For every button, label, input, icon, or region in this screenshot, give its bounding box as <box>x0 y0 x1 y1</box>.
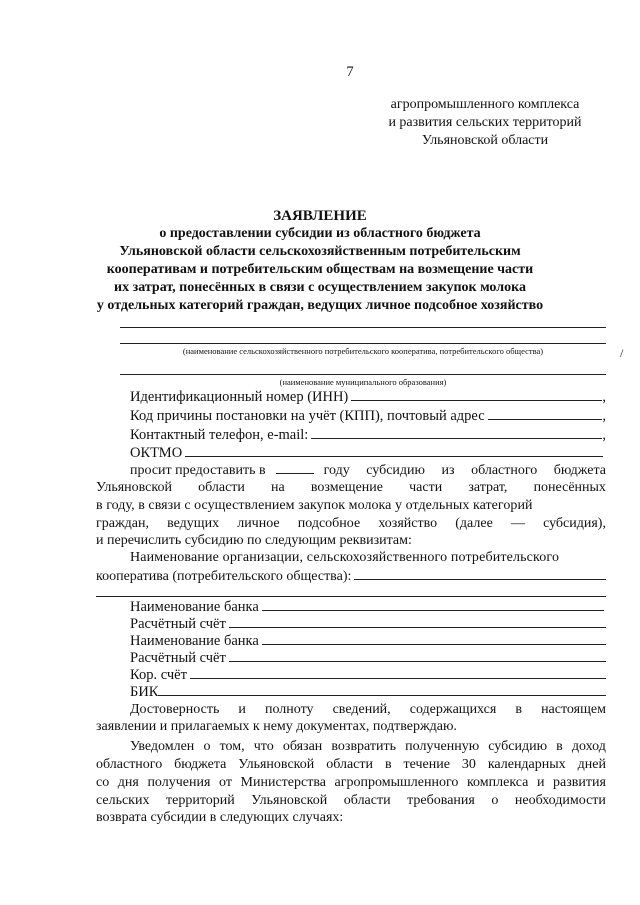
inn-blank[interactable] <box>351 387 602 401</box>
title-line: о предоставлении субсидии из областного бюджета <box>159 226 481 241</box>
word: Уведомлен <box>130 739 195 754</box>
word: возмещение <box>310 480 383 495</box>
word: обязан <box>282 739 323 754</box>
bank-name-blank[interactable] <box>262 597 604 611</box>
word: в <box>515 702 522 717</box>
word: (далее <box>455 516 493 531</box>
municipality-caption: (наименование муниципального образования) <box>279 377 447 387</box>
word: агропромышленного <box>334 775 459 790</box>
inn-label: Идентификационный номер (ИНН) <box>130 389 349 405</box>
word: полноту <box>264 702 314 717</box>
word: 30 <box>461 757 476 772</box>
word: областного <box>96 757 163 772</box>
notice-line-2 <box>96 756 606 773</box>
kpp-label: Код причины постановки на учёт (КПП), почтовый адрес <box>130 408 485 424</box>
notice-line-1 <box>130 738 606 755</box>
kpp-blank[interactable] <box>488 406 603 420</box>
document-title <box>80 207 560 315</box>
account-label: Расчётный счёт <box>130 650 226 666</box>
title-line: кооперативам и потребительским обществам на возмещение части <box>106 262 534 277</box>
word: части <box>409 480 443 495</box>
request-line-1 <box>130 461 606 479</box>
confirm-line-2: заявлении и прилагаемых к нему документах, подтверждаю. <box>96 719 457 734</box>
org-name-blank[interactable] <box>354 566 606 580</box>
word: необходимости <box>514 793 606 808</box>
confirm-line-1 <box>130 701 606 718</box>
account-blank[interactable] <box>229 614 606 628</box>
notice-line-3 <box>96 774 606 791</box>
word: бюджета <box>174 757 227 772</box>
inn-comma: , <box>602 389 606 405</box>
contact-field[interactable] <box>130 425 606 444</box>
word: и <box>536 775 545 790</box>
inn-field[interactable] <box>130 387 606 406</box>
bank-name-label: Наименование банка <box>130 633 259 649</box>
word: подсобное <box>297 516 361 531</box>
contact-label: Контактный телефон, e-mail: <box>130 427 309 443</box>
word: и <box>238 702 246 717</box>
word: дня <box>117 775 139 790</box>
word: комплекса <box>466 775 529 790</box>
request-line-4 <box>96 515 606 532</box>
org-name-field[interactable] <box>96 566 606 585</box>
word: граждан, <box>96 516 149 531</box>
title-line: их затрат, понесённых в связи с осуществлением закупок молока <box>114 280 526 295</box>
word: области <box>326 757 373 772</box>
year-blank[interactable] <box>276 461 314 474</box>
word: Ульяновской <box>96 480 172 495</box>
corr-account-blank[interactable] <box>190 665 606 679</box>
word: понесённых <box>533 480 606 495</box>
bank-name-blank[interactable] <box>262 631 606 645</box>
word: полученную <box>405 739 480 754</box>
word: настоящем <box>541 702 606 717</box>
word: области <box>198 480 245 495</box>
word: развития <box>553 775 606 790</box>
word: течение <box>403 757 450 772</box>
bik-label: БИК <box>130 684 159 700</box>
word: территорий <box>166 793 235 808</box>
word: в <box>556 739 563 754</box>
header-line: агропромышленного комплекса <box>390 97 580 112</box>
word: в <box>384 757 392 772</box>
request-line-3: в году, в связи с осуществлением закупок молока у отдельных категорий <box>96 498 533 513</box>
word: затрат, <box>468 480 508 495</box>
title-heading: ЗАЯВЛЕНИЕ <box>273 208 367 224</box>
word: Достоверность <box>130 702 220 717</box>
word: что <box>253 739 274 754</box>
word: Ульяновской <box>251 793 328 808</box>
municipality-line[interactable] <box>120 374 606 375</box>
word: области <box>343 793 391 808</box>
word: Ульяновской <box>238 757 315 772</box>
oktmo-field[interactable] <box>130 443 603 462</box>
word: субсидию <box>488 739 548 754</box>
word: — <box>510 516 525 531</box>
word: дней <box>577 757 606 772</box>
account-label: Расчётный счёт <box>130 616 226 632</box>
org-name-label: кооператива (потребительского общества): <box>96 569 352 584</box>
bank-name-label: Наименование банка <box>130 599 259 615</box>
header-block <box>370 96 600 150</box>
word: содержащихся <box>409 702 497 717</box>
word: календарных <box>487 757 566 772</box>
notice-line-5: возврата субсидии в следующих случаях: <box>96 810 344 825</box>
org-name-line[interactable] <box>120 327 606 328</box>
word: сельских <box>96 793 150 808</box>
corr-account-label: Кор. счёт <box>130 667 187 683</box>
word: требования <box>407 793 475 808</box>
page-number: 7 <box>346 64 354 80</box>
word: со <box>96 775 110 790</box>
word: хозяйство <box>378 516 438 531</box>
request-line-5: и перечислить субсидию по следующим реквизитам: <box>96 533 412 548</box>
request-suffix: году субсидию из областного бюджета <box>323 463 606 478</box>
request-prefix: просит предоставить в <box>130 463 266 478</box>
word: получения <box>147 775 211 790</box>
org-name-line-1: Наименование организации, сельскохозяйственного потребительского <box>130 550 560 565</box>
word: субсидия), <box>543 516 606 531</box>
header-line: и развития сельских территорий <box>388 115 582 130</box>
org-caption: (наименование сельскохозяйственного потребительского кооператива, потребительского общества) <box>182 346 544 356</box>
word: личное <box>237 516 280 531</box>
word: Министерства <box>240 775 326 790</box>
word: сведений, <box>332 702 391 717</box>
kpp-field[interactable] <box>130 406 606 425</box>
word: ведущих <box>167 516 220 531</box>
word: доход <box>571 739 606 754</box>
notice-line-4 <box>96 792 606 809</box>
contact-comma: , <box>602 427 606 443</box>
kpp-comma: , <box>602 408 606 424</box>
bik-blank[interactable] <box>158 682 606 696</box>
word: возвратить <box>331 739 397 754</box>
word: о <box>491 793 499 808</box>
contact-blank[interactable] <box>311 425 602 439</box>
oktmo-label: ОКТМО <box>130 445 183 461</box>
header-line: Ульяновской области <box>421 133 549 148</box>
word: о <box>203 739 211 754</box>
title-line: у отдельных категорий граждан, ведущих личное подсобное хозяйство <box>96 298 544 313</box>
word: том, <box>219 739 245 754</box>
request-line-2 <box>96 479 606 496</box>
title-line: Ульяновской области сельскохозяйственным потребительским <box>119 244 521 259</box>
word: от <box>219 775 232 790</box>
org-name-line[interactable] <box>120 343 606 344</box>
bik-field[interactable] <box>130 682 606 701</box>
account-blank[interactable] <box>229 648 606 662</box>
margin-mark: / <box>620 346 624 360</box>
word: на <box>271 480 285 495</box>
oktmo-blank[interactable] <box>185 443 603 457</box>
